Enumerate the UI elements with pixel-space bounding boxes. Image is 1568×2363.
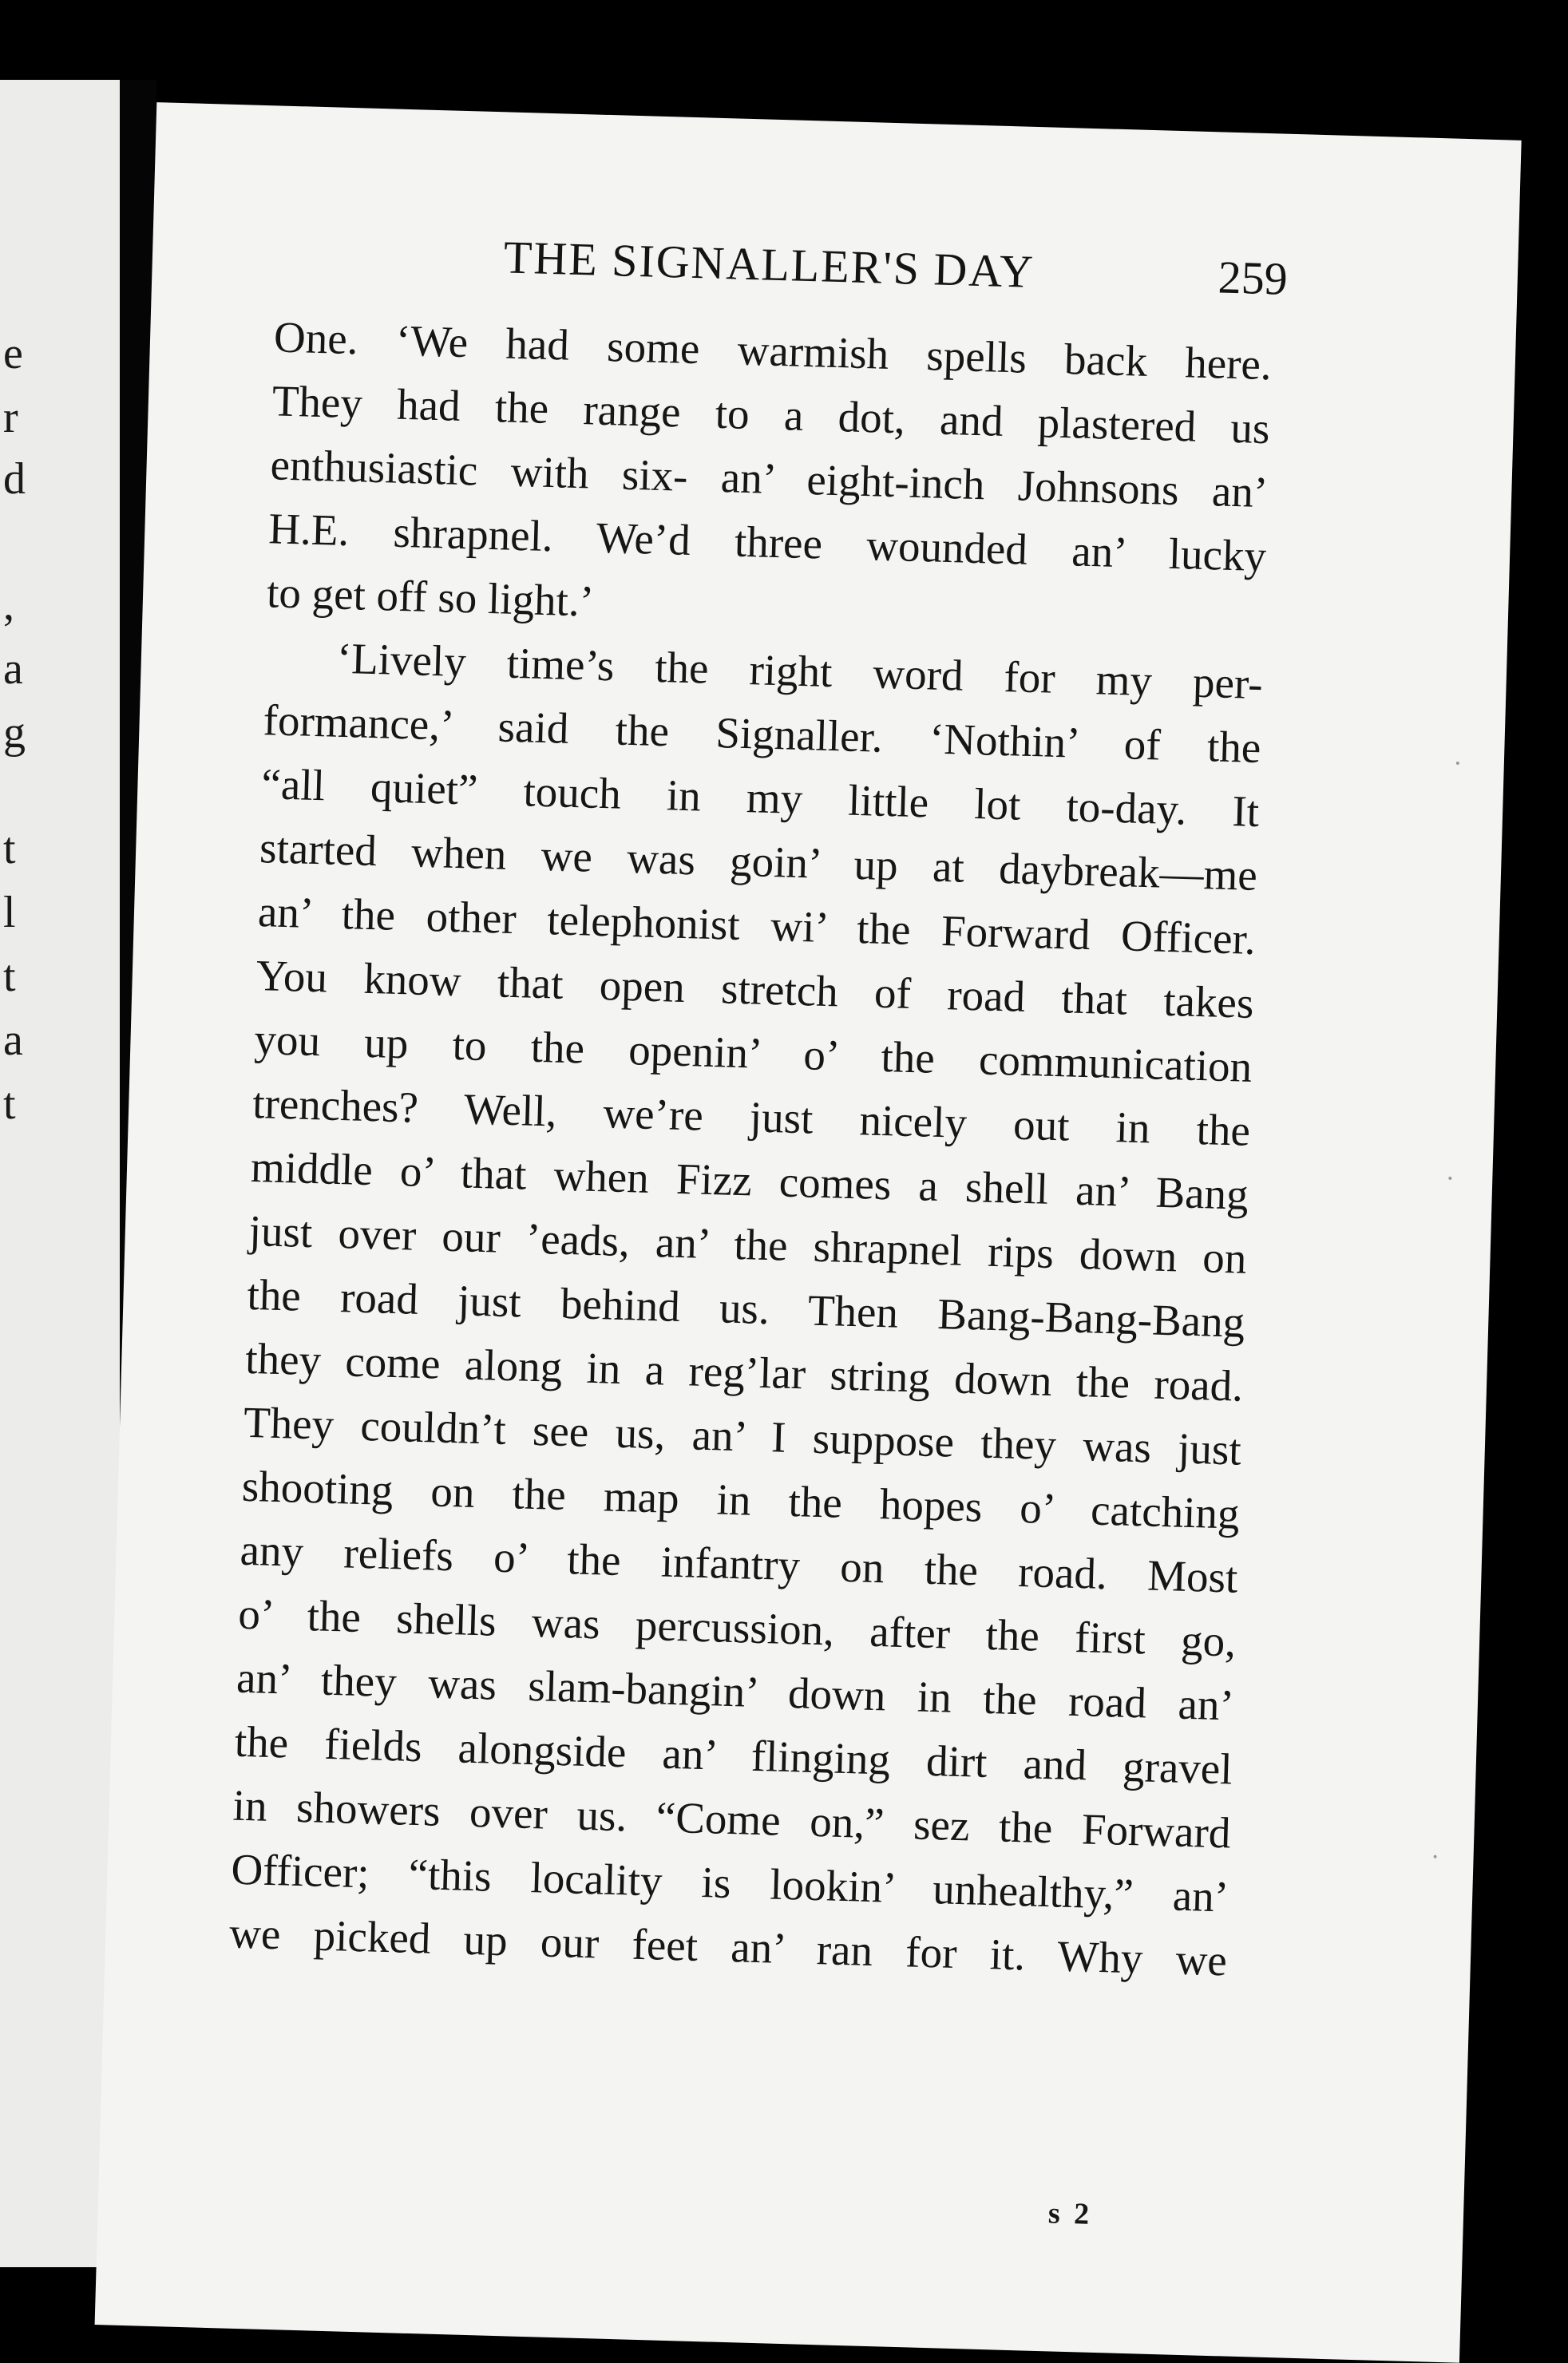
facing-page-fragment: a xyxy=(3,1015,23,1065)
text-line: They couldn’t see us, an’ I suppose they was just xyxy=(243,1397,1242,1474)
text-line: “all quiet” touch in my little lot to-day. It xyxy=(260,759,1260,837)
facing-page-fragment: t xyxy=(3,824,16,873)
text-line: H.E. shrapnel. We’d three wounded an’ lucky xyxy=(267,504,1267,581)
facing-page-fragment: r xyxy=(3,393,18,442)
text-line: One. ‘We had some warmish spells back here. xyxy=(273,312,1273,390)
text-line: o’ the shells was percussion, after the first go, xyxy=(237,1589,1237,1666)
text-line: to get off so light.’ xyxy=(266,568,595,626)
text-line: formance,’ said the Signaller. ‘Nothin’ of the xyxy=(262,695,1262,773)
book-page xyxy=(95,102,1522,2363)
text-line: an’ they was slam-bangin’ down in the road an’ xyxy=(236,1653,1235,1730)
text-line: the fields alongside an’ flinging dirt and gravel xyxy=(234,1716,1233,1794)
text-line: the road just behind us. Then Bang-Bang-Bang xyxy=(246,1269,1246,1347)
text-line: an’ the other telephonist wi’ the Forward Officer. xyxy=(257,887,1257,964)
printer-signature-mark: s 2 xyxy=(1047,2196,1093,2231)
text-line: Officer; “this locality is lookin’ unhealthy,” an’ xyxy=(230,1844,1229,1922)
text-line: They had the range to a dot, and plastered us xyxy=(271,376,1271,453)
scan-speck xyxy=(1456,762,1459,765)
facing-page-fragment: t xyxy=(3,952,16,1001)
text-line: you up to the openin’ o’ the communication xyxy=(253,1015,1253,1091)
text-line: middle o’ that when Fizz comes a shell an’ Bang xyxy=(250,1142,1249,1219)
facing-page-fragment: t xyxy=(3,1079,16,1129)
text-line: enthusiastic with six- an’ eight-inch Johnsons an’ xyxy=(269,440,1269,517)
facing-page-fragment: a xyxy=(3,644,23,694)
facing-page-fragment: , xyxy=(3,580,14,630)
running-head: THE SIGNALLER'S DAY xyxy=(503,231,1035,298)
text-line: any reliefs o’ the infantry on the road. Most xyxy=(239,1525,1239,1602)
text-line: we picked up our feet an’ ran for it. Why we xyxy=(228,1908,1228,1985)
page-number: 259 xyxy=(1217,251,1289,305)
facing-page-edge xyxy=(0,80,120,2267)
text-line: shooting on the map in the hopes o’ catching xyxy=(241,1461,1241,1538)
text-line: ‘Lively time’s the right word for my per- xyxy=(336,633,1264,709)
facing-page-fragment: d xyxy=(3,454,26,504)
text-line: started when we was goin’ up at daybreak—me xyxy=(259,823,1258,900)
text-line: they come along in a reg’lar string down the road. xyxy=(244,1333,1244,1411)
scan-speck xyxy=(1434,1855,1437,1858)
text-line: You know that open stretch of road that takes xyxy=(255,951,1255,1027)
scan-speck xyxy=(1448,1177,1451,1180)
text-line: trenches? Well, we’re just nicely out in the xyxy=(251,1078,1251,1155)
facing-page-fragment: g xyxy=(3,708,26,758)
text-line: just over our ’eads, an’ the shrapnel rips down on xyxy=(248,1205,1248,1283)
text-line: in showers over us. “Come on,” sez the Forward xyxy=(232,1780,1232,1858)
body-text xyxy=(228,305,1273,1993)
facing-page-fragment: e xyxy=(3,329,23,378)
facing-page-fragment: l xyxy=(3,888,16,937)
